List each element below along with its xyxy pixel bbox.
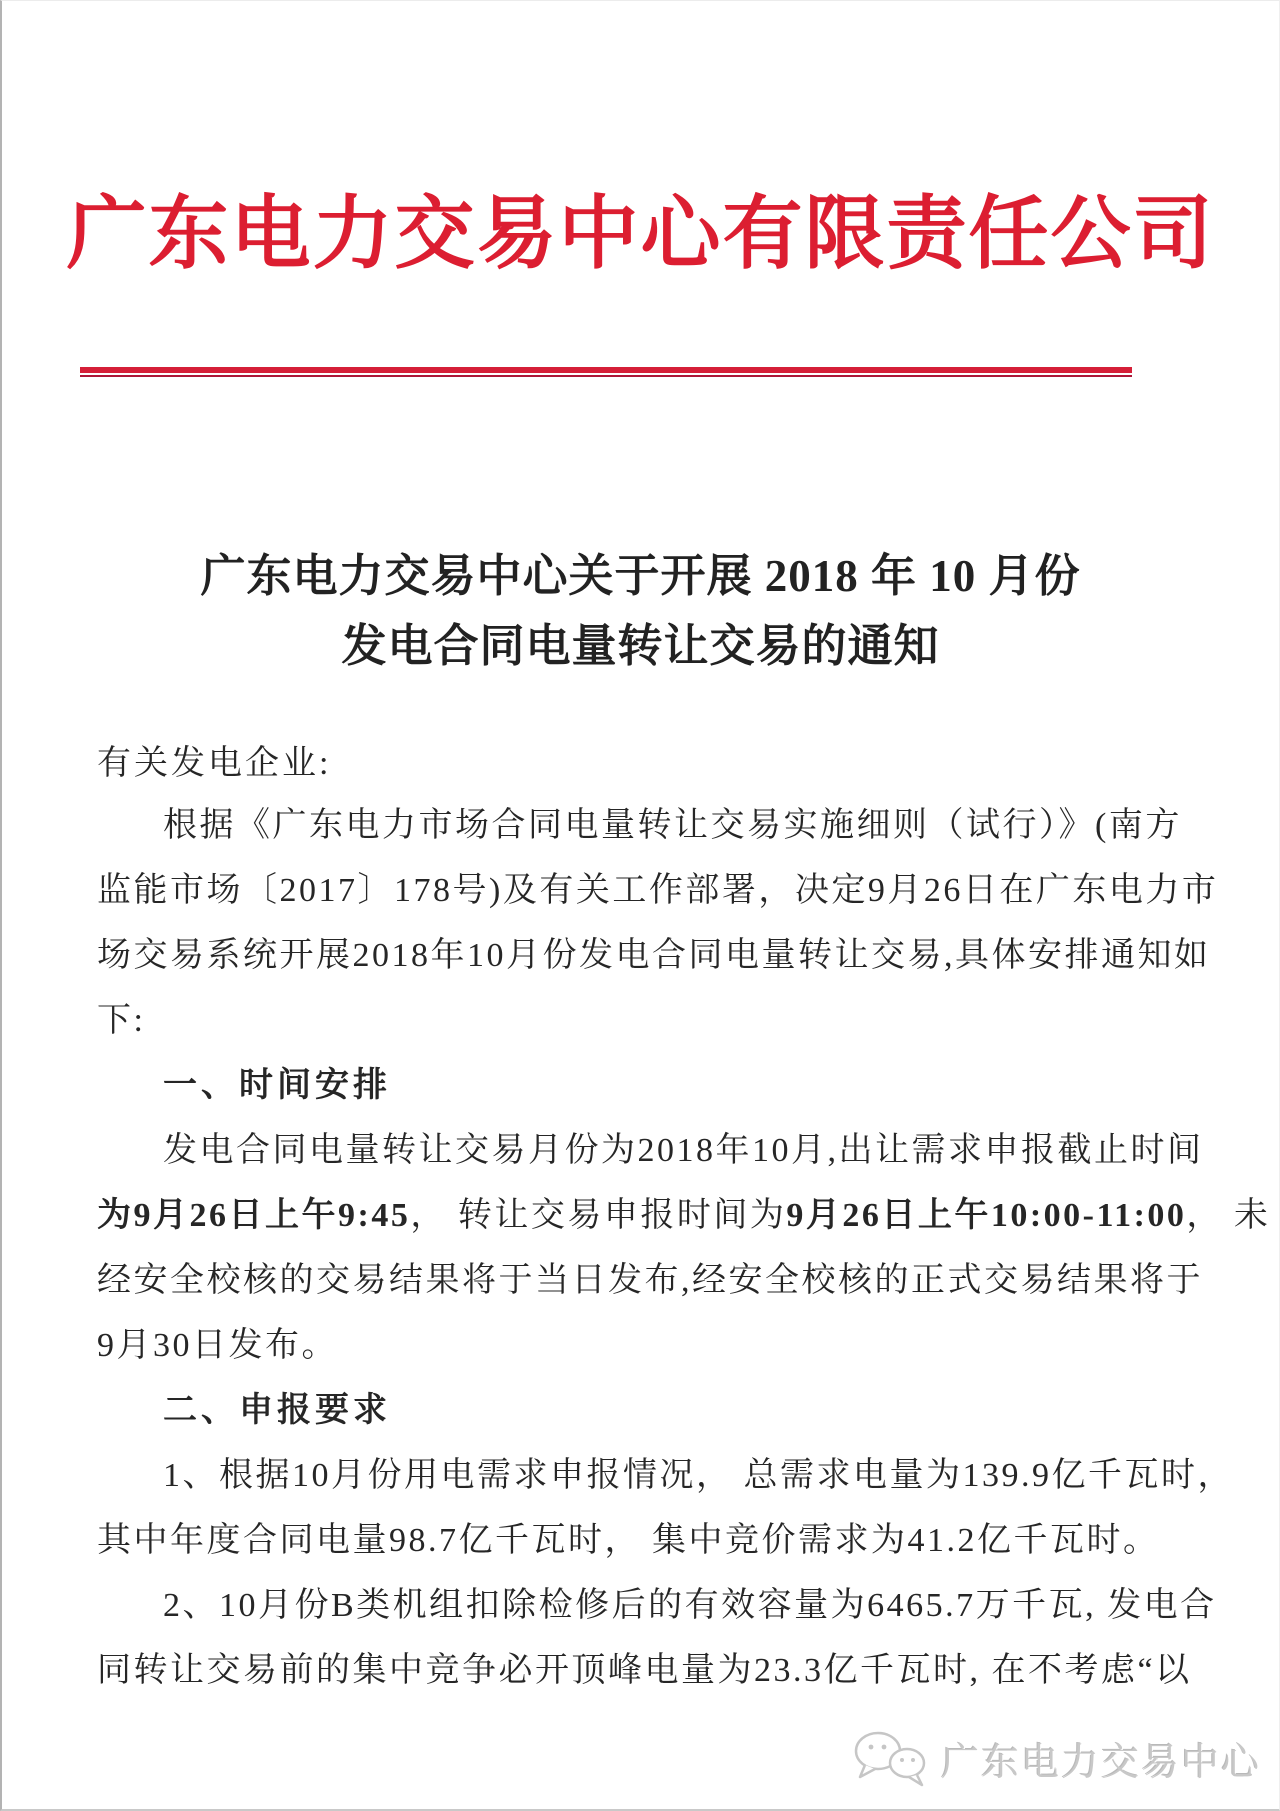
text-segment: 监能市场〔2017〕178号)及有关工作部署，决定9月26日在广东电力市 xyxy=(97,872,1219,909)
text-segment: 为9月26日上午9:45 xyxy=(97,1197,411,1234)
body-line xyxy=(97,1573,1217,1638)
body-line xyxy=(97,1508,1160,1573)
body-line xyxy=(97,988,1139,1053)
text-segment: ， 转让交易申报时间为 xyxy=(410,1197,787,1234)
letterhead-divider xyxy=(80,367,1132,377)
text-segment: 发电合同电量转让交易月份为2018年10月,出让需求申报截止时间 xyxy=(163,1132,1204,1169)
text-segment: 9月26日上午10:00-11:00 xyxy=(786,1197,1187,1234)
text-segment: 经安全校核的交易结果将于当日发布,经安全校核的正式交易结果将于 xyxy=(97,1262,1203,1299)
body-line xyxy=(97,1118,1204,1183)
text-segment: 9月30日发布。 xyxy=(97,1327,338,1364)
body-line xyxy=(97,1248,1203,1313)
body-line xyxy=(97,793,1182,858)
text-segment: 根据《广东电力市场合同电量转让交易实施细则（试行）》(南方 xyxy=(163,807,1182,844)
document-title-line-1: 广东电力交易中心关于开展 2018 年 10 月份 xyxy=(200,551,1081,601)
body-line xyxy=(97,1313,1139,1378)
text-segment: ， 未 xyxy=(1186,1197,1271,1234)
watermark-text: 广东电力交易中心 xyxy=(940,1741,1261,1784)
text-segment: 场交易系统开展2018年10月份发电合同电量转让交易,具体安排通知如 xyxy=(97,937,1211,974)
text-segment: 其中年度合同电量98.7亿千瓦时， 集中竞价需求为41.2亿千瓦时。 xyxy=(97,1522,1160,1559)
section-heading xyxy=(97,1053,1139,1118)
text-segment: 一、时间安排 xyxy=(163,1066,391,1104)
divider-thick-line xyxy=(80,367,1132,373)
text-segment: 二、申报要求 xyxy=(163,1391,391,1429)
footer-watermark xyxy=(851,1725,1261,1791)
document-title-line-2: 发电合同电量转让交易的通知 xyxy=(341,621,940,671)
text-segment: 下: xyxy=(97,1002,146,1039)
body-line xyxy=(97,1183,1271,1248)
letterhead-company-name: 广东电力交易中心有限责任公司 xyxy=(66,191,1215,279)
document-title xyxy=(2,541,1279,681)
body-line xyxy=(97,1638,1192,1703)
divider-thin-line xyxy=(80,375,1132,377)
text-segment: 同转让交易前的集中竞争必开顶峰电量为23.3亿千瓦时, 在不考虑“以 xyxy=(97,1652,1192,1689)
text-segment: 2、10月份B类机组扣除检修后的有效容量为6465.7万千瓦, 发电合 xyxy=(163,1587,1217,1624)
body-line xyxy=(97,1443,1234,1508)
body-line xyxy=(97,923,1211,988)
body-line xyxy=(97,858,1219,923)
wechat-chat-bubbles-icon xyxy=(851,1725,931,1791)
document-body xyxy=(97,793,1271,1703)
section-heading xyxy=(97,1378,1139,1443)
text-segment: 1、根据10月份用电需求申报情况， 总需求电量为139.9亿千瓦时， xyxy=(163,1457,1234,1494)
salutation: 有关发电企业: xyxy=(97,745,332,782)
